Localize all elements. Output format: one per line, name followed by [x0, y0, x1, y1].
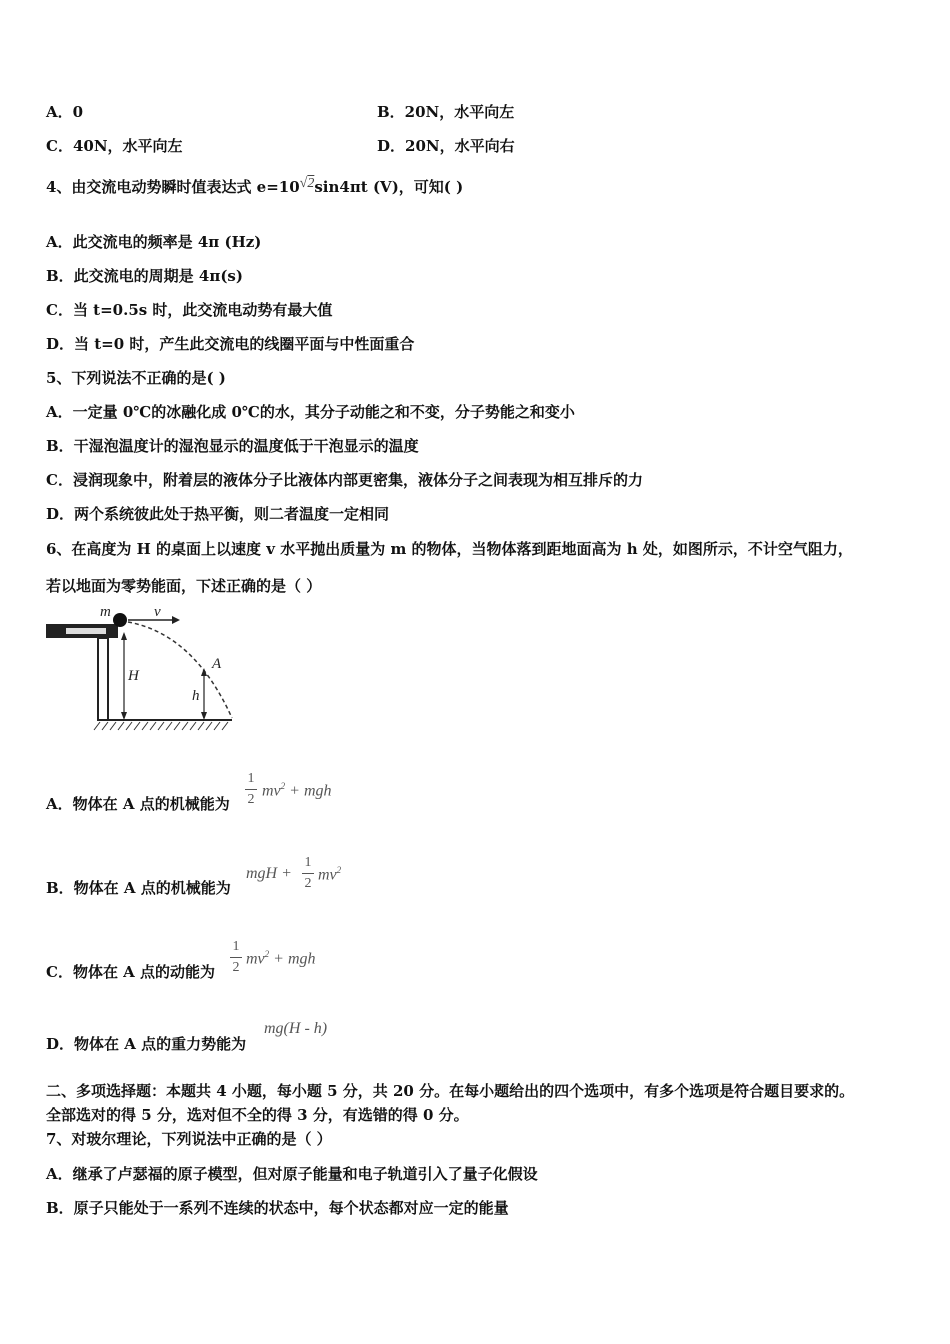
label-h: h [192, 688, 200, 704]
q6-stem-line1: 6、在高度为 H 的桌面上以速度 v 水平抛出质量为 m 的物体，当物体落到距地面高为 h 处，如图所示，不计空气阻力， [46, 540, 853, 558]
H-arrowhead-top [121, 632, 127, 640]
q7-option-b: B．原子只能处于一系列不连续的状态中，每个状态都对应一定的能量 [46, 1199, 509, 1217]
h-arrowhead-bottom [201, 712, 207, 720]
label-v: v [154, 604, 161, 620]
q4-option-c: C．当 t=0.5s 时，此交流电动势有最大值 [46, 301, 333, 319]
q5-option-b: B．干湿泡温度计的湿泡显示的温度低于干泡显示的温度 [46, 437, 419, 455]
q5-stem: 5、下列说法不正确的是( ) [46, 369, 226, 387]
q6-d-expression: mg(H - h) [264, 1020, 328, 1037]
q6-a-fraction [245, 771, 257, 808]
q6-stem-line2: 若以地面为零势能面，下述正确的是（ ） [46, 577, 322, 595]
q6-b-frac-den: 2 [304, 876, 312, 891]
q3-option-b: B．20N，水平向左 [377, 103, 515, 121]
label-m: m [100, 604, 111, 620]
q4-option-b: B．此交流电的周期是 4π(s) [46, 267, 243, 285]
q7-stem: 7、对玻尔理论，下列说法中正确的是（ ） [46, 1130, 332, 1148]
sqrt-symbol: √2 [299, 176, 315, 191]
q3-option-d: D．20N，水平向右 [377, 137, 515, 155]
q6-a-frac-num: 1 [247, 771, 255, 786]
table-top-inner [66, 628, 106, 634]
q6-c-expression: $mv^2$ + mgh [246, 949, 316, 968]
label-H: H [128, 668, 139, 684]
q5-option-a: A．一定量 0℃的冰融化成 0℃的水，其分子动能之和不变，分子势能之和变小 [46, 403, 575, 421]
velocity-arrowhead [172, 616, 180, 624]
table-leg [98, 638, 108, 720]
section2-line2: 全部选对的得 5 分，选对但不全的得 3 分，有选错的得 0 分。 [46, 1106, 469, 1124]
q4-stem [46, 177, 463, 199]
q7-option-a: A．继承了卢瑟福的原子模型，但对原子能量和电子轨道引入了量子化假设 [46, 1165, 538, 1183]
q4-stem-root: 2 [307, 176, 315, 191]
ball [113, 613, 127, 627]
q6-b-expression-pre: mgH + [246, 865, 292, 882]
q6-b-fraction [302, 855, 314, 892]
q6-c-fraction [230, 939, 242, 976]
ground-hatch [94, 722, 228, 730]
q6-b-expression: $mv^2$ [318, 865, 342, 884]
q6-a-frac-den: 2 [247, 792, 255, 807]
q4-option-d: D．当 t=0 时，产生此交流电的线圈平面与中性面重合 [46, 335, 415, 353]
q4-stem-post: sin4πt (V)，可知( ) [314, 178, 464, 196]
q6-c-frac-den: 2 [232, 960, 240, 975]
H-arrowhead-bottom [121, 712, 127, 720]
label-A: A [212, 656, 222, 672]
q5-option-d: D．两个系统彼此处于热平衡，则二者温度一定相同 [46, 505, 390, 523]
q4-stem-pre: 4、由交流电动势瞬时值表达式 e=10 [46, 178, 300, 196]
q4-option-a: A．此交流电的频率是 4π (Hz) [46, 233, 262, 251]
projectile-figure [44, 604, 236, 738]
q6-a-expression: $mv^2$ + mgh [262, 781, 332, 800]
section2-line1: 二、多项选择题：本题共 4 小题，每小题 5 分，共 20 分。在每小题给出的四个选项中，有多个选项是符合题目要求的。 [46, 1082, 855, 1100]
q6-option-d: D．物体在 A 点的重力势能为 [46, 1035, 247, 1053]
h-arrowhead-top [201, 668, 207, 676]
q6-b-frac-num: 1 [304, 855, 312, 870]
q6-option-b: B．物体在 A 点的机械能为 [46, 879, 231, 897]
q3-option-a: A．0 [46, 103, 84, 121]
q6-c-frac-num: 1 [232, 939, 240, 954]
q3-option-c: C．40N，水平向左 [46, 137, 183, 155]
q6-option-c: C．物体在 A 点的动能为 [46, 963, 216, 981]
q6-option-a: A．物体在 A 点的机械能为 [46, 795, 230, 813]
q5-option-c: C．浸润现象中，附着层的液体分子比液体内部更密集，液体分子之间表现为相互排斥的力 [46, 471, 643, 489]
